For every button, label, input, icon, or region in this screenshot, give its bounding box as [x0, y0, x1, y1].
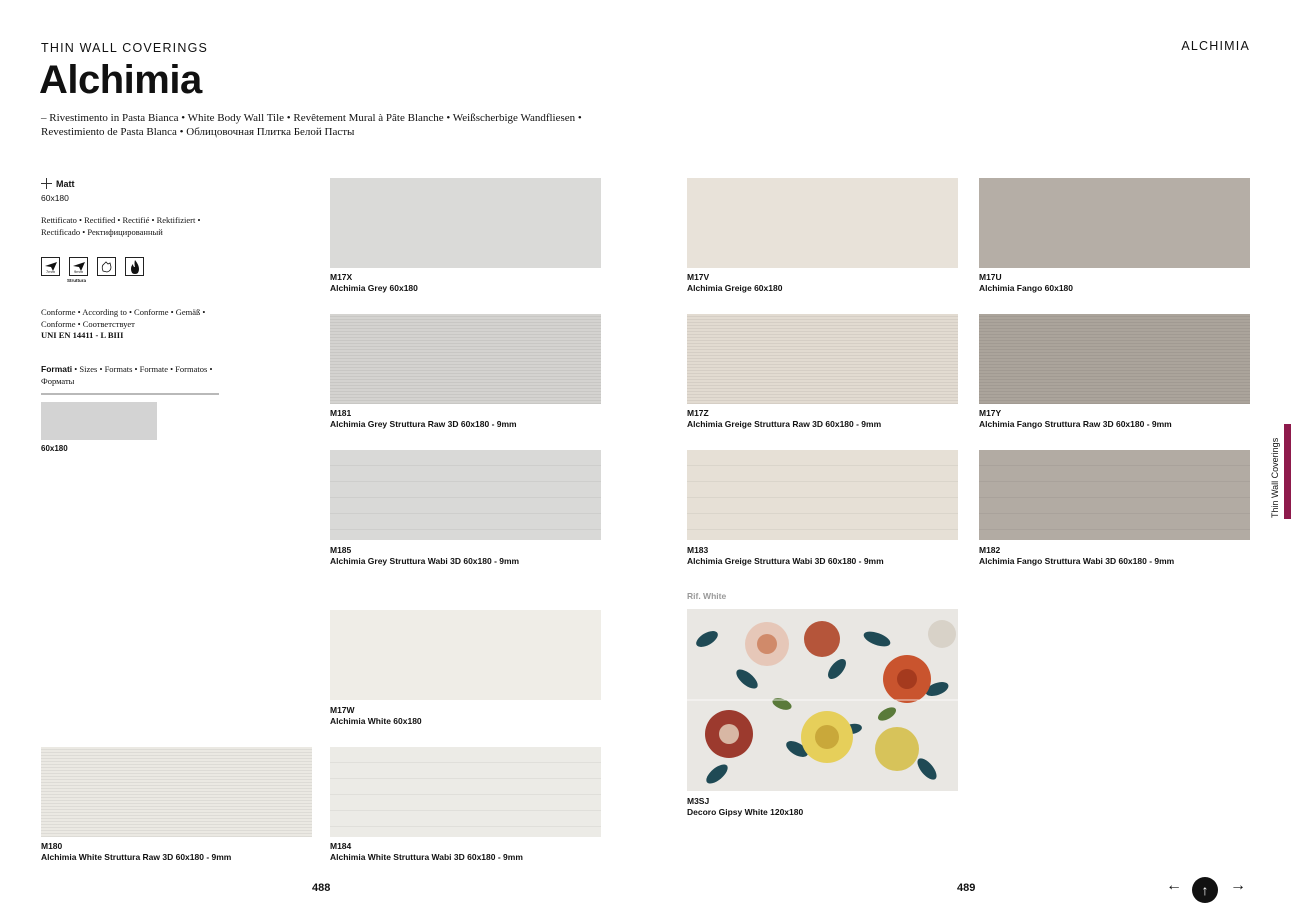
size-swatch: [41, 402, 157, 440]
finish-label: [41, 178, 75, 189]
next-page-arrow-icon[interactable]: →: [1230, 877, 1246, 894]
tile-swatch[interactable]: [979, 178, 1250, 268]
size-caption: 60x180: [41, 444, 68, 453]
decor-floral-tile[interactable]: [687, 609, 958, 791]
frost-hand-icon: [97, 257, 116, 276]
tile-caption: [330, 545, 519, 567]
rectified-text: Rettificato • Rectified • Rectifié • Rektifiziert • Rectificado • Ректифицированный: [41, 215, 201, 237]
fire-icon: [125, 257, 144, 276]
tile-name: Alchimia Fango Struttura Raw 3D 60x180 - 9mm: [979, 419, 1172, 429]
tile-swatch[interactable]: [330, 610, 601, 700]
tile-code: M17Z: [687, 408, 709, 418]
divider: [41, 393, 219, 395]
tile-caption: [330, 705, 422, 727]
tile-swatch[interactable]: [687, 314, 958, 404]
tile-swatch[interactable]: [330, 450, 601, 540]
format-label: 60x180: [41, 193, 69, 203]
spec-icons: [41, 257, 144, 283]
back-to-top-arrow-icon[interactable]: ↑: [1192, 877, 1218, 903]
tile-name: Alchimia Fango Struttura Wabi 3D 60x180 - 9mm: [979, 556, 1175, 566]
tile-code: M17Y: [979, 408, 1002, 418]
tile-caption: [979, 408, 1172, 430]
prev-page-arrow-icon[interactable]: ←: [1166, 877, 1182, 894]
tile-caption: [979, 272, 1073, 294]
floral-pattern-image: [687, 609, 958, 791]
side-tab-marker[interactable]: [1284, 424, 1291, 519]
tile-swatch[interactable]: [687, 450, 958, 540]
tile-name: Alchimia Greige 60x180: [687, 283, 783, 293]
standard-text: UNI EN 14411 - L BIII: [41, 330, 124, 340]
page-number-right: 489: [957, 882, 976, 894]
conformity-block: [41, 307, 231, 342]
tile-name: Alchimia Greige Struttura Raw 3D 60x180 - 9mm: [687, 419, 882, 429]
tile-name: Alchimia White 60x180: [330, 716, 422, 726]
tile-swatch[interactable]: [330, 314, 601, 404]
tile-name: Alchimia Fango 60x180: [979, 283, 1074, 293]
decor-name: Decoro Gipsy White 120x180: [687, 807, 804, 817]
collection-kicker: ALCHIMIA: [1181, 39, 1250, 53]
side-tab-label: Thin Wall Coverings: [1270, 437, 1280, 518]
tile-name: Alchimia Grey Struttura Raw 3D 60x180 - 9mm: [330, 419, 517, 429]
decor-code: M3SJ: [687, 796, 710, 806]
tile-code: M180: [41, 841, 63, 851]
conformity-text: Conforme • According to • Conforme • Gemäß • Conforme • Соответствует: [41, 307, 206, 329]
tile-caption: [330, 272, 418, 294]
tile-caption: [330, 841, 523, 863]
tile-caption: [687, 545, 884, 567]
tile-caption: [687, 272, 782, 294]
tile-code: M185: [330, 545, 352, 555]
sizes-block: [41, 364, 231, 387]
decor-reference: Rif. White: [687, 591, 727, 601]
icon-caption: 7mm: [46, 269, 55, 274]
thickness-9mm-icon: [67, 257, 88, 283]
tile-code: M181: [330, 408, 352, 418]
tile-code: M17V: [687, 272, 710, 282]
tile-code: M17W: [330, 705, 355, 715]
tile-caption: [330, 408, 517, 430]
tile-code: M182: [979, 545, 1001, 555]
tile-caption: [687, 408, 881, 430]
tile-name: Alchimia Greige Struttura Wabi 3D 60x180 - 9mm: [687, 556, 884, 566]
tile-swatch[interactable]: [41, 747, 312, 837]
tile-swatch[interactable]: [330, 178, 601, 268]
sizes-label: Formati: [41, 364, 73, 374]
page-subtitle: – Rivestimento in Pasta Bianca • White Body Wall Tile • Revêtement Mural à Pâte Blanche • Weißscherbige Wandfliesen • Revestimiento de Pasta Blanca • Облицовочная Плитка Белой Пасты: [41, 112, 582, 138]
icon-note: Struttura: [67, 278, 86, 283]
finish-text: Matt: [56, 178, 75, 189]
icon-caption: 9mm: [74, 269, 83, 274]
tile-code: M17X: [330, 272, 353, 282]
matt-finish-icon: [41, 178, 52, 189]
tile-code: M184: [330, 841, 352, 851]
page-title: Alchimia: [39, 58, 202, 102]
tile-caption: [41, 841, 231, 863]
thickness-7mm-icon: [41, 257, 60, 276]
tile-caption: [979, 545, 1174, 567]
tile-swatch[interactable]: [979, 450, 1250, 540]
sizes-translations: • Sizes • Formats • Formate • Formatos • Форматы: [41, 364, 213, 386]
tile-name: Alchimia White Struttura Raw 3D 60x180 - 9mm: [41, 852, 232, 862]
tile-swatch[interactable]: [979, 314, 1250, 404]
tile-name: Alchimia White Struttura Wabi 3D 60x180 - 9mm: [330, 852, 523, 862]
tile-name: Alchimia Grey 60x180: [330, 283, 418, 293]
tile-code: M183: [687, 545, 709, 555]
tile-code: M17U: [979, 272, 1002, 282]
tile-swatch[interactable]: [330, 747, 601, 837]
section-kicker: THIN WALL COVERINGS: [41, 41, 209, 55]
tile-name: Alchimia Grey Struttura Wabi 3D 60x180 - 9mm: [330, 556, 520, 566]
tile-swatch[interactable]: [687, 178, 958, 268]
page-number-left: 488: [312, 882, 331, 894]
decor-caption: [687, 796, 803, 818]
